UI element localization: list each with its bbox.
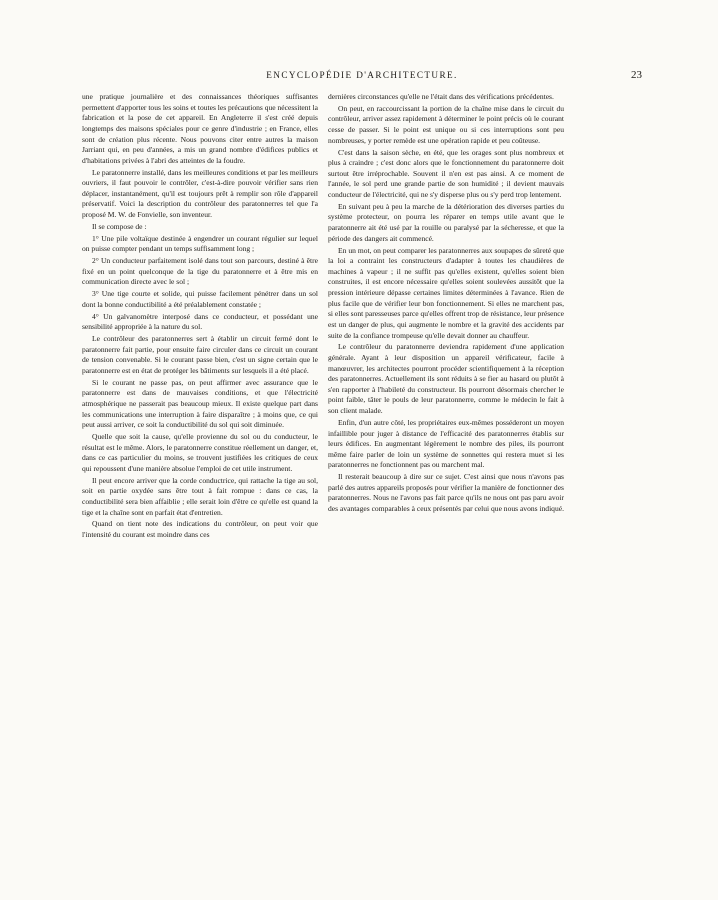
paragraph: une pratique journalière et des connaissances théoriques suffisantes permettent d'apporter tous les soins et toutes les précautions que nécessitent la fabrication et la pose de cet appareil. En Angleterre il s'est créé depuis longtemps des maisons spéciales pour ce genre d'industrie ; en France, elles sont de création plus récente. Nous pouvons citer entre autres la maison Jarriant qui, en peu d'années, a mis un grand nombre d'édifices publics et d'habitations privées à l'abri des atteintes de la foudre. xyxy=(82,92,318,165)
paragraph: dernières circonstances qu'elle ne l'était dans des vérifications précédentes. xyxy=(328,92,554,101)
paragraph: On peut, en raccourcissant la portion de la chaîne mise dans le circuit du contrôleur, arriver assez rapidement à déterminer le point précis où le courant cesse de passer. Si le point est unique ou si ces interruptions sont peu nombreuses, y porter remède est une opération rapide et peu coûteuse. xyxy=(328,103,564,145)
paragraph: C'est dans la saison sèche, en été, que les orages sont plus nombreux et plus à craindre ; c'est donc alors que le fonctionnement du paratonnerre doit surtout être irréprochable. Souvent il n'en est pas ainsi. A ce moment de l'année, le sol perd une grande partie de son humidité ; il devient mauvais conducteur de l'électricité, qui ne s'y disperse plus ou s'y perd trop lentement. xyxy=(328,147,564,199)
right-column xyxy=(328,92,564,516)
paragraph: 4° Un galvanomètre interposé dans ce conducteur, et possédant une sensibilité appropriée à la nature du sol. xyxy=(82,311,318,332)
paragraph: Le contrôleur du paratonnerre deviendra rapidement d'une application générale. Ayant à leur disposition un appareil vérificateur, facile à manœuvrer, les architectes pourront procéder scientifiquement à la réception des paratonnerres. Actuellement ils sont réduits à se fier au hasard ou plutôt à s'en rapporter à l'habileté du constructeur. Ils pourront désormais chercher le point faible, tâter le pouls de leur paratonnerre, comme le médecin le fait à son client malade. xyxy=(328,342,564,416)
paragraph: Il se compose de : xyxy=(92,221,147,231)
paragraph: Si le courant ne passe pas, on peut affirmer avec assurance que le paratonnerre est dans de mauvaises conditions, et que l'électricité atmosphérique ne passerait pas beaucoup mieux. Il existe quelque part dans les communications une interruption à faire disparaître ; à moins que, ce qui peut aussi arriver, ce soit la conductibilité du sol qui soit diminuée. xyxy=(82,377,318,430)
paragraph: En suivant peu à peu la marche de la détérioration des diverses parties du système protecteur, on pourra les réparer en temps utile avant que le paratonnerre ait été usé par la rouille ou paralysé par la sécheresse, et que la période des dangers ait commencé. xyxy=(328,201,564,243)
paragraph: En un mot, on peut comparer les paratonnerres aux soupapes de sûreté que la loi a contraint les constructeurs d'adapter à toutes les chaudières de machines à vapeur ; il ne suffit pas qu'elles existent, qu'elles soient bien construites, il est encore nécessaire qu'elles soient soulevées aussitôt que la pression intérieure dépasse certaines limites déterminées à l'avance. Rien de plus facile que de vérifier leur bon fonctionnement. Si elles ne marchent pas, si elles sont paresseuses parce qu'elles offrent trop de résistance, leur présence est un danger de plus, qui augmente le nombre et la gravité des accidents par suite de la confiance trompeuse qu'elle devait donner au chauffeur. xyxy=(328,245,564,340)
running-header xyxy=(82,70,642,86)
paragraph: Le paratonnerre installé, dans les meilleures conditions et par les meilleurs ouvriers, il faut pouvoir le contrôler, c'est-à-dire pouvoir vérifier sans rien déplacer, instantanément, qu'il est toujours prêt à remplir son rôle d'appareil préservatif. Voici la description du contrôleur des paratonnerres tel que l'a proposé M. W. de Fonvielle, son inventeur. xyxy=(82,167,318,220)
paragraph: Quand on tient note des indications du contrôleur, on peut voir que l'intensité du courant est moindre dans ces xyxy=(82,519,318,540)
paragraph: Il resterait beaucoup à dire sur ce sujet. C'est ainsi que nous n'avons pas parlé des autres appareils proposés pour vérifier la manière de fonctionner des paratonnerres. Nous ne l'avons pas fait parce qu'ils ne nous ont pas paru avoir des avantages comparables à ceux présentés par celui que nous avons indiqué. xyxy=(328,472,564,514)
header-title: ENCYCLOPÉDIE D'ARCHITECTURE. xyxy=(266,70,458,80)
paragraph: 2° Un conducteur parfaitement isolé dans tout son parcours, destiné à être fixé en un point quelconque de la tige du paratonnerre et à être mis en communication directe avec le sol ; xyxy=(82,256,318,287)
paragraph: 1° Une pile voltaïque destinée à engendrer un courant régulier sur lequel on puisse compter pendant un temps suffisamment long ; xyxy=(82,233,318,254)
paragraph: 3° Une tige courte et solide, qui puisse facilement pénétrer dans un sol dont la bonne conductibilité a été préalablement constatée ; xyxy=(82,289,318,309)
paragraph: Le contrôleur des paratonnerres sert à établir un circuit fermé dont le paratonnerre fait partie, pour ensuite faire circuler dans ce circuit un courant de tension convenable. Si le courant passe bien, c'est un signe certain que le paratonnerre est en état de protéger les bâtiments sur lesquels il a été placé. xyxy=(82,334,318,375)
paragraph: Il peut encore arriver que la corde conductrice, qui rattache la tige au sol, soit en partie oxydée sans être tout à fait rompue : dans ce cas, la conductibilité sera bien affaiblie ; elle serait loin d'être ce qu'elle est quand la tige et la chaîne sont en parfait état d'entretien. xyxy=(82,475,318,517)
paragraph: Enfin, d'un autre côté, les propriétaires eux-mêmes posséderont un moyen infaillible pour juger à distance de l'efficacité des paratonnerres établis sur leurs édifices. En augmentant légèrement le nombre des piles, ils pourront même faire parler de loin un système de sonnettes qui restera muet si les paratonnerres ne fonctionnent pas ou marchent mal. xyxy=(328,417,564,470)
left-column xyxy=(82,92,318,542)
paragraph: Quelle que soit la cause, qu'elle provienne du sol ou du conducteur, le résultat est le même. Alors, le paratonnerre constitue réellement un danger, et, dans ce cas particulier du moins, se trouvent justifiées les critiques de ceux qui repoussent d'une manière absolue l'emploi de cet utile instrument. xyxy=(82,432,318,473)
page-number: 23 xyxy=(631,69,642,81)
